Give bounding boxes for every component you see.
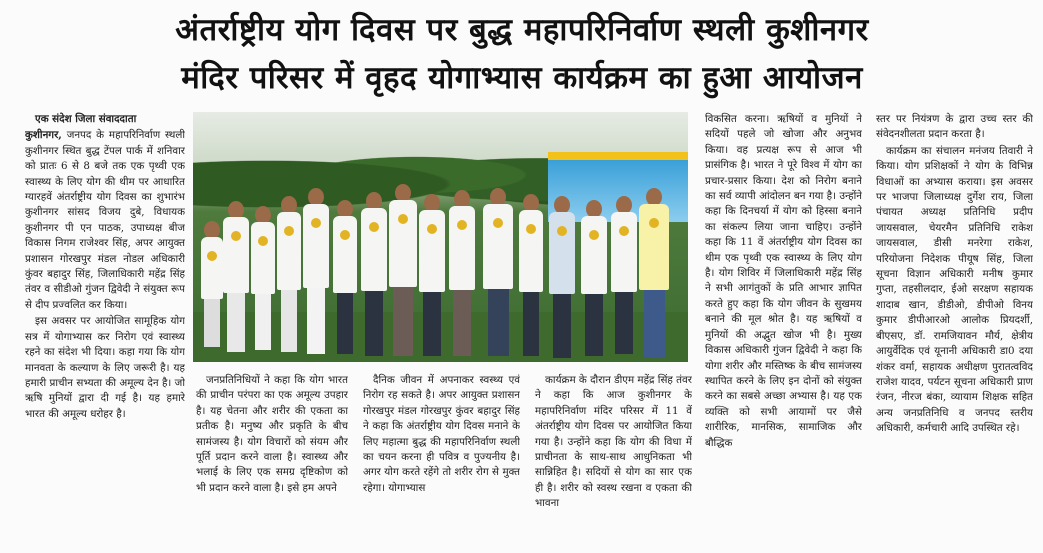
column-5-text: विकसित करना। ऋषियों व मुनियों ने सदियों पहले जो खोजा और अनुभव किया। वह प्रत्यक्ष रूप से आज भी प्रासंगिक है। भारत ने पूरे विश्व में योग का प्रचार-प्रसार किया। देश को निरोग बनाने का सर्व व्यापी आंदोलन बन गया है। उन्होंने कहा कि दिनचर्या में योग को हिस्सा बनाने का संकल्प लिया जाना चाहिए। उन्होंने कहा कि 11 वें अंतर्राष्ट्रीय योग दिवस का थीम एक पृथ्वी एक स्वास्थ्य के लिए योग है। योग शिविर में जिलाधिकारी महेंद्र सिंह ने सभी आगंतुकों के प्रति आभार ज्ञापित करते हुए कहा कि योग जीवन के सुखमय बनाने की मूल श्रोत है। यह ऋषियों व मुनियों की अद्भुत खोज भी है। मुख्य विकास अधिकारी गुंजन द्विवेदी ने कहा कि योगा शरीर और मस्तिष्क के बीच सामंजस्य स्थापित करने के लिए इन दोनों को संयुक्त करने का सबसे अच्छा अभ्यास है। यह एक व्यक्ति को सभी आयामों पर जैसे शारीरिक, मानसिक, सामाजिक और बौद्धिक <box>705 113 862 449</box>
photo-person <box>419 210 445 356</box>
dateline: कुशीनगर, <box>25 129 62 142</box>
photo-person-shirt <box>361 208 387 291</box>
photo-person-legs <box>644 290 665 358</box>
yoga-day-logo-icon <box>493 218 503 228</box>
yoga-day-logo-icon <box>589 230 599 240</box>
photo-person-legs <box>307 288 325 354</box>
yoga-day-logo-icon <box>398 214 408 224</box>
column-6-para-2: कार्यक्रम का संचालन मनंजय तिवारी ने किया। योग प्रशिक्षकों ने योग के विभिन्न विधाओं का अभ्यास कराया। इस अवसर पर भाजपा जिलाध्यक्ष दुर्गेश राय, जिला पंचायत अध्यक्ष प्रतिनिधि प्रदीप जायसवाल, चेयरमैन प्रतिनिधि राकेश जायसवाल, डीसी मनरेगा राकेश, परियोजना निदेशक पीयूष सिंह, जिला सूचना विज्ञान अधिकारी मनीष कुमार गुप्ता, तहसीलदार, ईओ सरक्षण सहायक शादाब खान, डीडीओ, डीपीओ विनय कुमार डीपीआरओ आलोक प्रियदर्शी, बीएसए, डॉ. रामजियावन मौर्य, क्षेत्रीय आयुर्वेदिक एवं यूनानी अधिकारी डा0 दया शंकर वर्मा, सहायक अधीक्षण पुरातत्वविद राजेश यादव, पर्यटन सूचना अधिकारी प्राण रंजन, नीरज बंका, व्यायाम शिक्षक सहित अन्य जनप्रतिनिधि व जनपद स्तरीय अधिकारी, कर्मचारी आदि उपस्थित रहे। <box>876 144 1033 435</box>
article-column-2 <box>196 373 348 540</box>
photo-person-shirt <box>333 216 357 293</box>
photo-person-legs <box>523 292 540 356</box>
article-column-5 <box>705 112 862 540</box>
yoga-day-logo-icon <box>231 231 241 241</box>
photo-person <box>223 217 249 352</box>
photo-person <box>549 212 575 358</box>
photo-person-legs <box>204 299 219 347</box>
photo-person <box>201 237 223 347</box>
photo-person-legs <box>453 290 471 356</box>
photo-person-legs <box>585 294 603 356</box>
photo-person-shirt <box>639 204 669 290</box>
photo-person <box>519 210 543 356</box>
headline-line-2: मंदिर परिसर में वृहद योगाभ्यास कार्यक्रम का हुआ आयोजन <box>181 60 863 96</box>
photo-person-shirt <box>581 216 607 294</box>
yoga-day-logo-icon <box>557 226 567 236</box>
column-2-text: जनप्रतिनिधियों ने कहा कि योग भारत की प्राचीन परंपरा का एक अमूल्य उपहार है। यह चेतना और शरीर की एकता का प्रतीक है। मनुष्य और प्रकृति के बीच सामंजस्य है। योग विचारों को संयम और पूर्ति प्रदान करने वाला है। स्वास्थ्य और भलाई के लिए एक समग्र दृष्टिकोण को भी प्रदान करने वाला है। इसे हम अपने <box>196 374 348 494</box>
yoga-day-logo-icon <box>457 220 467 230</box>
photo-person-shirt <box>389 200 417 287</box>
photo-person <box>449 206 475 356</box>
photo-person <box>251 222 275 350</box>
photo-person-shirt <box>277 212 301 290</box>
article-column-3 <box>363 373 520 540</box>
photo-person-legs <box>423 292 441 356</box>
yoga-day-logo-icon <box>427 224 437 234</box>
photo-person <box>639 204 669 358</box>
photo-person-legs <box>365 291 383 356</box>
article-column-4 <box>535 373 692 540</box>
photo-person-legs <box>337 293 354 354</box>
photo-person <box>389 200 417 356</box>
photo-person-shirt <box>223 217 249 293</box>
photo-person-shirt <box>201 237 223 299</box>
yoga-day-logo-icon <box>207 251 217 261</box>
photo-person <box>581 216 607 356</box>
photo-person-shirt <box>611 212 637 292</box>
photo-person-legs <box>393 287 413 356</box>
photo-person-shirt <box>449 206 475 290</box>
photo-person-legs <box>255 294 272 350</box>
yoga-day-logo-icon <box>284 226 294 236</box>
column-3-text: दैनिक जीवन में अपनाकर स्वस्थ्य एवं निरोग रह सकते है। अपर आयुक्त प्रशासन गोरखपुर मंडल गोरखपुर कुंवर बहादुर सिंह ने कहा कि अंतर्राष्ट्रीय योग दिवस मनाने के लिए महात्मा बुद्ध की महापरिनिर्वाण स्थली का चयन करना ही पवित्र व पुज्यनीय है। अगर योग करते रहेंगे तो शरीर रोग से मुक्त रहेगा। योगाभ्यास <box>363 374 520 494</box>
article-column-6 <box>876 112 1033 540</box>
photo-person <box>611 212 637 354</box>
photo-person-shirt <box>483 204 513 289</box>
yoga-day-logo-icon <box>340 230 350 240</box>
photo-person-legs <box>281 290 298 352</box>
photo-person-shirt <box>303 204 329 288</box>
article-column-1 <box>25 112 185 540</box>
column-1-para-2: इस अवसर पर आयोजित सामूहिक योग सत्र में योगाभ्यास कर निरोग एवं स्वास्थ्य रहने का संदेश भी दिया। कहा गया कि योग मानवता के कल्याण के लिए जरूरी है। यह हमारी प्राचीन सभ्यता की अमूल्य देन है। जो ऋषि मुनियों द्वारा दी गई है। यह हमारे भारत की अमूल्य धरोहर है। <box>25 315 185 420</box>
photo-person-shirt <box>251 222 275 294</box>
yoga-day-logo-icon <box>619 226 629 236</box>
yoga-day-logo-icon <box>649 218 659 228</box>
photo-person <box>277 212 301 352</box>
yoga-event-photo <box>193 112 688 362</box>
column-1-para-1: जनपद के महापरिनिर्वाण स्थली कुशीनगर स्थित बुद्ध टेंपल पार्क में शनिवार को प्रातः 6 से 8 बजे तक एक पृथ्वी एक स्वास्थ्य के लिए योग की थीम पर आधारित ग्यारहवें अंतर्राष्ट्रीय योग दिवस का शुभारंभ कुशीनगर सांसद विजय दुबे, विधायक कुशीनगर पी एन पाठक, उपाध्यक्ष बीज विकास निगम राजेश्वर सिंह, अपर आयुक्त प्रशासन गोरखपुर मंडल नोडल अधिकारी कुंवर बहादुर सिंह, जिलाधिकारी महेंद्र सिंह तंवर व सीडीओ गुंजन द्विवेदी ने संयुक्त रूप से दीप प्रज्वलित कर किया। <box>25 129 185 311</box>
headline-line-1: अंतर्राष्ट्रीय योग दिवस पर बुद्ध महापरिनिर्वाण स्थली कुशीनगर <box>175 12 869 48</box>
yoga-day-logo-icon <box>311 218 321 228</box>
photo-person <box>333 216 357 354</box>
photo-person-shirt <box>519 210 543 292</box>
photo-person-shirt <box>549 212 575 294</box>
photo-person-legs <box>488 289 509 356</box>
photo-person <box>303 204 329 354</box>
photo-person-legs <box>227 293 245 352</box>
yoga-day-logo-icon <box>258 236 268 246</box>
photo-person-legs <box>615 292 633 354</box>
photo-person-legs <box>553 294 571 358</box>
yoga-day-logo-icon <box>526 224 536 234</box>
byline: एक संदेश जिला संवाददाता <box>35 113 137 125</box>
column-6-para-1: स्तर पर नियंत्रण के द्वारा उच्च स्तर की संवेदनशीलता प्रदान करता है। <box>876 113 1033 141</box>
photo-person-shirt <box>419 210 445 292</box>
photo-person <box>361 208 387 356</box>
column-4-text: कार्यक्रम के दौरान डीएम महेंद्र सिंह तंवर ने कहा कि आज कुशीनगर के महापरिनिर्वाण मंदिर परिसर में 11 वें अंतर्राष्ट्रीय योग दिवस पर आयोजित किया गया है। उन्होंने कहा कि योग की विधा में प्राचीनता के साथ-साथ आधुनिकता भी सान्निहित है। सदियों से योग का सार एक ही है। शरीर को स्वस्थ रखना व एकता की भावना <box>535 374 692 510</box>
photo-person <box>483 204 513 356</box>
yoga-day-logo-icon <box>369 222 379 232</box>
